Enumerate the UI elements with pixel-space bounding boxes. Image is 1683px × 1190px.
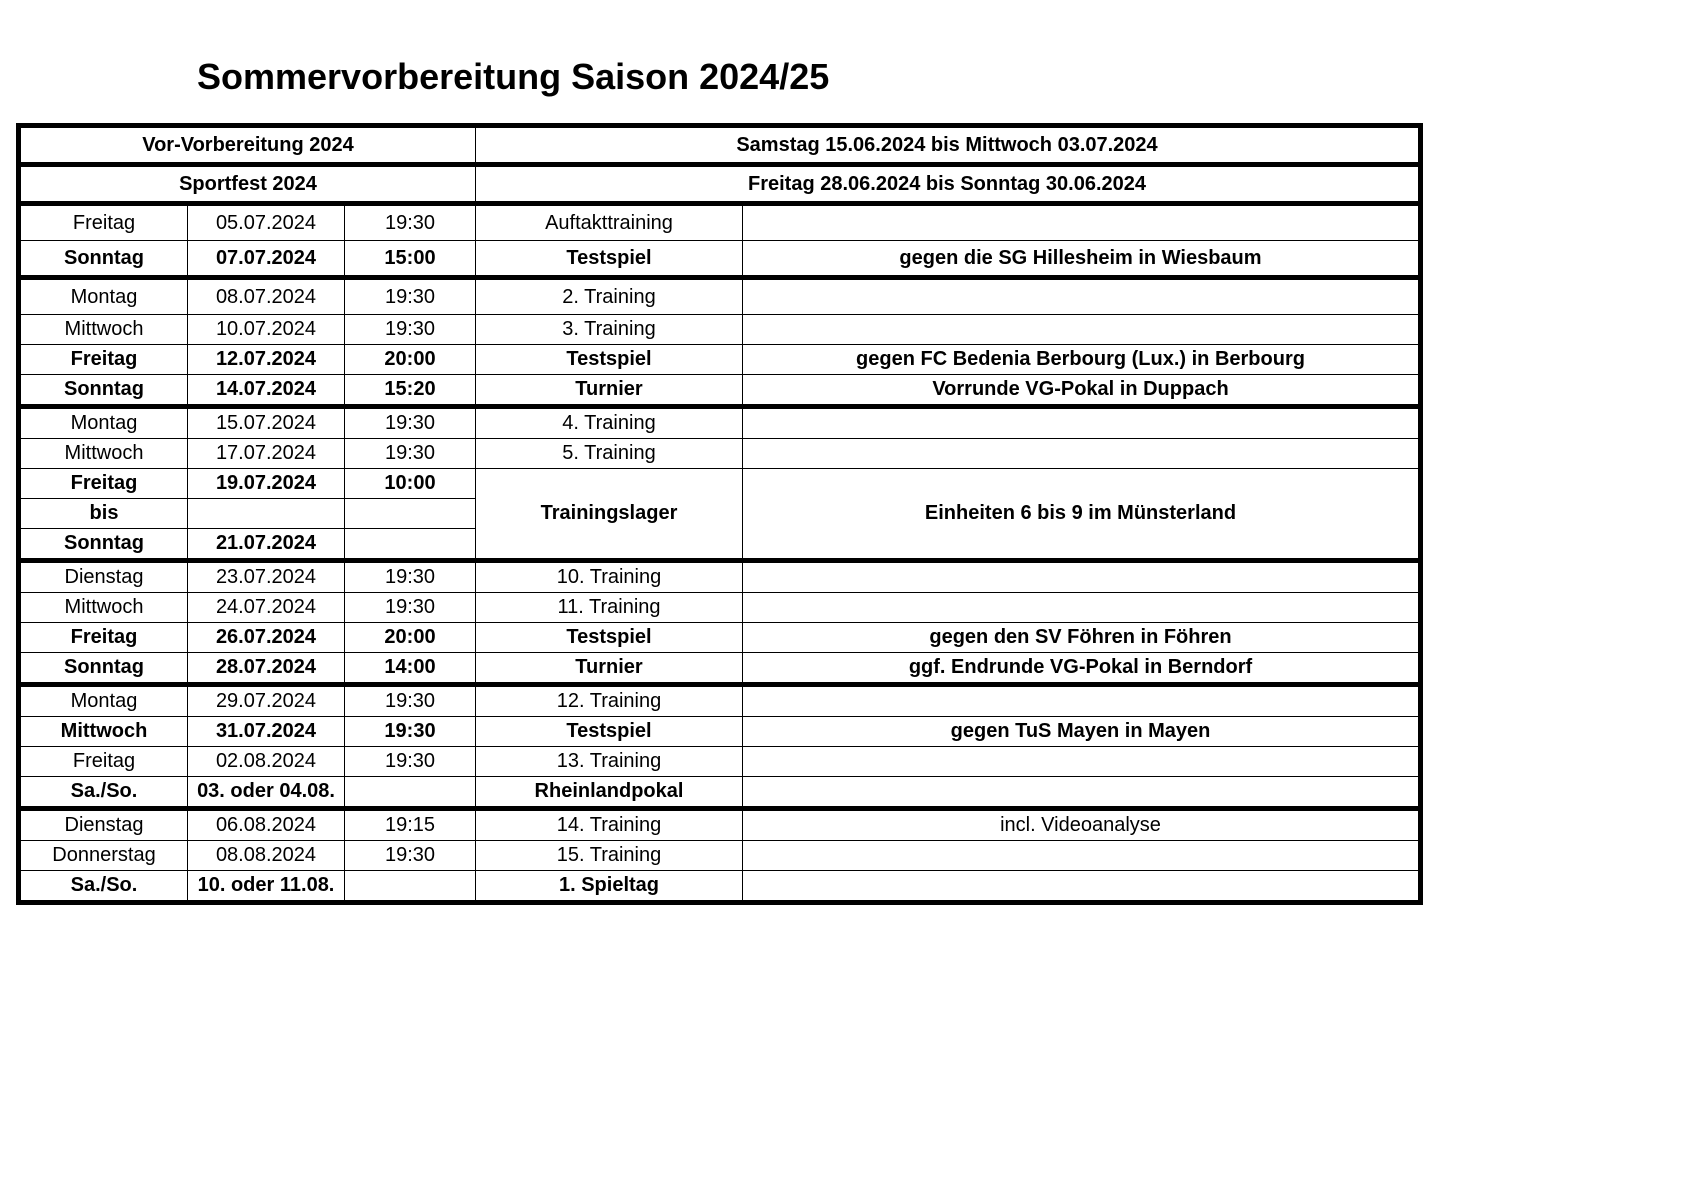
event-cell: 5. Training xyxy=(476,439,743,469)
table-row xyxy=(19,561,1421,593)
table-row xyxy=(19,469,1421,499)
note-cell xyxy=(743,561,1421,593)
day-cell: Dienstag xyxy=(19,561,188,593)
header-row-vorbereitung xyxy=(19,126,1421,165)
table-row xyxy=(19,439,1421,469)
day-cell: Freitag xyxy=(19,469,188,499)
note-cell: gegen FC Bedenia Berbourg (Lux.) in Berbourg xyxy=(743,345,1421,375)
day-cell: Dienstag xyxy=(19,809,188,841)
note-cell xyxy=(743,685,1421,717)
date-cell xyxy=(188,499,345,529)
date-cell: 15.07.2024 xyxy=(188,407,345,439)
time-cell: 14:00 xyxy=(345,653,476,685)
day-cell: Freitag xyxy=(19,623,188,653)
note-cell: gegen die SG Hillesheim in Wiesbaum xyxy=(743,241,1421,278)
table-row xyxy=(19,777,1421,809)
header-label: Sportfest 2024 xyxy=(19,165,476,204)
event-cell: 12. Training xyxy=(476,685,743,717)
time-cell: 19:30 xyxy=(345,841,476,871)
day-cell: Sa./So. xyxy=(19,871,188,903)
day-cell: Freitag xyxy=(19,204,188,241)
day-cell: Sonntag xyxy=(19,529,188,561)
table-row xyxy=(19,653,1421,685)
date-cell: 10. oder 11.08. xyxy=(188,871,345,903)
date-cell: 23.07.2024 xyxy=(188,561,345,593)
date-cell: 12.07.2024 xyxy=(188,345,345,375)
note-cell xyxy=(743,315,1421,345)
date-cell: 02.08.2024 xyxy=(188,747,345,777)
note-cell xyxy=(743,407,1421,439)
day-cell: Montag xyxy=(19,407,188,439)
note-cell xyxy=(743,278,1421,315)
header-period: Samstag 15.06.2024 bis Mittwoch 03.07.2024 xyxy=(476,126,1421,165)
note-cell xyxy=(743,777,1421,809)
time-cell: 19:30 xyxy=(345,278,476,315)
note-cell: ggf. Endrunde VG-Pokal in Berndorf xyxy=(743,653,1421,685)
page-title: Sommervorbereitung Saison 2024/25 xyxy=(197,56,830,97)
note-cell xyxy=(743,747,1421,777)
table-row xyxy=(19,623,1421,653)
event-cell: 4. Training xyxy=(476,407,743,439)
time-cell: 19:15 xyxy=(345,809,476,841)
date-cell: 06.08.2024 xyxy=(188,809,345,841)
day-cell: Mittwoch xyxy=(19,593,188,623)
day-cell: Mittwoch xyxy=(19,439,188,469)
date-cell: 08.08.2024 xyxy=(188,841,345,871)
event-cell: 2. Training xyxy=(476,278,743,315)
event-cell: Turnier xyxy=(476,653,743,685)
date-cell: 08.07.2024 xyxy=(188,278,345,315)
event-cell: 13. Training xyxy=(476,747,743,777)
day-cell: Sonntag xyxy=(19,241,188,278)
table-row xyxy=(19,809,1421,841)
table-row xyxy=(19,241,1421,278)
time-cell xyxy=(345,871,476,903)
table-row xyxy=(19,841,1421,871)
header-period: Freitag 28.06.2024 bis Sonntag 30.06.2024 xyxy=(476,165,1421,204)
time-cell: 19:30 xyxy=(345,747,476,777)
date-cell: 29.07.2024 xyxy=(188,685,345,717)
day-cell: bis xyxy=(19,499,188,529)
date-cell: 17.07.2024 xyxy=(188,439,345,469)
day-cell: Montag xyxy=(19,278,188,315)
date-cell: 05.07.2024 xyxy=(188,204,345,241)
note-cell xyxy=(743,204,1421,241)
date-cell: 03. oder 04.08. xyxy=(188,777,345,809)
table-row xyxy=(19,717,1421,747)
note-cell xyxy=(743,593,1421,623)
note-cell xyxy=(743,439,1421,469)
table-row xyxy=(19,345,1421,375)
table-row xyxy=(19,315,1421,345)
event-cell: Auftakttraining xyxy=(476,204,743,241)
table-row xyxy=(19,871,1421,903)
date-cell: 28.07.2024 xyxy=(188,653,345,685)
time-cell: 19:30 xyxy=(345,204,476,241)
note-cell: gegen TuS Mayen in Mayen xyxy=(743,717,1421,747)
date-cell: 31.07.2024 xyxy=(188,717,345,747)
note-cell: incl. Videoanalyse xyxy=(743,809,1421,841)
note-cell: Einheiten 6 bis 9 im Münsterland xyxy=(743,469,1421,561)
time-cell: 19:30 xyxy=(345,439,476,469)
table-row xyxy=(19,407,1421,439)
time-cell: 20:00 xyxy=(345,623,476,653)
event-cell: Trainingslager xyxy=(476,469,743,561)
time-cell: 19:30 xyxy=(345,717,476,747)
day-cell: Mittwoch xyxy=(19,315,188,345)
event-cell: 11. Training xyxy=(476,593,743,623)
event-cell: Turnier xyxy=(476,375,743,407)
schedule-table xyxy=(16,123,1423,905)
time-cell: 20:00 xyxy=(345,345,476,375)
table-row xyxy=(19,204,1421,241)
note-cell xyxy=(743,841,1421,871)
header-row-sportfest xyxy=(19,165,1421,204)
time-cell xyxy=(345,499,476,529)
date-cell: 14.07.2024 xyxy=(188,375,345,407)
day-cell: Freitag xyxy=(19,345,188,375)
table-row xyxy=(19,593,1421,623)
time-cell: 19:30 xyxy=(345,561,476,593)
event-cell: Testspiel xyxy=(476,623,743,653)
date-cell: 26.07.2024 xyxy=(188,623,345,653)
date-cell: 24.07.2024 xyxy=(188,593,345,623)
day-cell: Sonntag xyxy=(19,653,188,685)
event-cell: 1. Spieltag xyxy=(476,871,743,903)
day-cell: Sonntag xyxy=(19,375,188,407)
day-cell: Freitag xyxy=(19,747,188,777)
date-cell: 10.07.2024 xyxy=(188,315,345,345)
day-cell: Montag xyxy=(19,685,188,717)
table-row xyxy=(19,375,1421,407)
time-cell: 15:00 xyxy=(345,241,476,278)
event-cell: Testspiel xyxy=(476,717,743,747)
note-cell: Vorrunde VG-Pokal in Duppach xyxy=(743,375,1421,407)
date-cell: 19.07.2024 xyxy=(188,469,345,499)
day-cell: Mittwoch xyxy=(19,717,188,747)
time-cell xyxy=(345,777,476,809)
day-cell: Donnerstag xyxy=(19,841,188,871)
event-cell: 14. Training xyxy=(476,809,743,841)
time-cell xyxy=(345,529,476,561)
event-cell: 3. Training xyxy=(476,315,743,345)
day-cell: Sa./So. xyxy=(19,777,188,809)
event-cell: 10. Training xyxy=(476,561,743,593)
table-row xyxy=(19,278,1421,315)
table-row xyxy=(19,685,1421,717)
note-cell: gegen den SV Föhren in Föhren xyxy=(743,623,1421,653)
event-cell: Testspiel xyxy=(476,345,743,375)
event-cell: 15. Training xyxy=(476,841,743,871)
time-cell: 19:30 xyxy=(345,685,476,717)
event-cell: Testspiel xyxy=(476,241,743,278)
time-cell: 19:30 xyxy=(345,315,476,345)
header-label: Vor-Vorbereitung 2024 xyxy=(19,126,476,165)
time-cell: 19:30 xyxy=(345,407,476,439)
time-cell: 10:00 xyxy=(345,469,476,499)
time-cell: 15:20 xyxy=(345,375,476,407)
event-cell: Rheinlandpokal xyxy=(476,777,743,809)
time-cell: 19:30 xyxy=(345,593,476,623)
date-cell: 21.07.2024 xyxy=(188,529,345,561)
table-row xyxy=(19,747,1421,777)
date-cell: 07.07.2024 xyxy=(188,241,345,278)
note-cell xyxy=(743,871,1421,903)
